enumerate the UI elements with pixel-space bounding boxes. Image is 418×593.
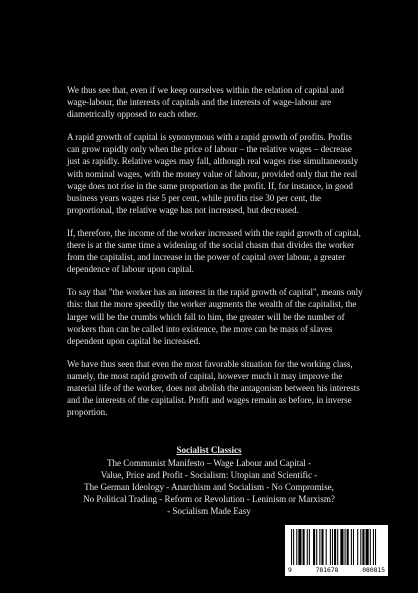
series-line-1: The Communist Manifesto – Wage Labour and Capital - — [106, 458, 312, 469]
series-title: Socialist Classics — [176, 445, 242, 455]
barcode-bar — [375, 529, 376, 565]
paragraph-4: To say that "the worker has an interest in the rapid growth of capital", means only this: that the more speedily the worker augments the wealth of the capitalist, the larger will be the crumbs which fall to him, the greater will be the number of workers than can be called into existence, the more can be mass of slaves dependent upon capital be increased. — [67, 287, 363, 346]
barcode-bar — [293, 529, 294, 565]
barcode-bar — [296, 529, 297, 565]
barcode-bar — [303, 529, 305, 565]
paragraph-3: If, therefore, the income of the worker increased with the rapid growth of capital, there is at the same time a widening of the social chasm that divides the worker from the capitalist, and increase in the power of capital over labour, a greater dependence of labour upon capital. — [67, 227, 361, 275]
barcode-bar — [298, 529, 301, 565]
barcode-bar — [347, 529, 349, 565]
barcode-bar — [313, 529, 315, 565]
barcode-bar — [362, 529, 364, 565]
barcode-digits — [285, 567, 388, 574]
barcode-bar — [319, 529, 320, 565]
barcode-bar — [309, 529, 310, 565]
barcode-bar — [340, 529, 343, 565]
series-line-5: - Socialism Made Easy — [167, 506, 251, 517]
barcode-bar — [366, 529, 369, 565]
barcode-bar — [326, 529, 327, 565]
barcode-bar — [351, 529, 352, 565]
barcode-bar — [316, 529, 317, 565]
paragraph-1: We thus see that, even if we keep ourselves within the relation of capital and wage-labour, the interests of capitals and the interests of wage-labour are diametrically opposed to each other. — [67, 85, 344, 120]
isbn-barcode — [285, 525, 388, 576]
barcode-bar — [357, 529, 358, 565]
barcode-bar — [360, 529, 361, 565]
barcode-bar — [353, 529, 354, 565]
barcode-bar — [291, 529, 292, 565]
body-text — [67, 84, 363, 429]
barcode-digit-group-3: 080815 — [362, 567, 385, 574]
barcode-bar — [321, 529, 323, 565]
barcode-bar — [330, 529, 331, 565]
series-line-4: No Political Trading - Reform or Revolution - Leninism or Marxism? — [83, 494, 335, 505]
paragraph-5: We have thus seen that even the most favorable situation for the working class, namely, the most rapid growth of capital, however much it may improve the material life of the worker, does not abolish the antagonism between his interests and the interests of the capitalist. Profit and wages remain as before, in inverse proportion. — [67, 358, 360, 418]
barcode-digit-group-1: 9 — [288, 567, 292, 574]
series-line-3: The German Ideology - Anarchism and Socialism - No Compromise, — [84, 482, 334, 493]
barcode-bar — [337, 529, 338, 565]
barcode-bar — [345, 529, 346, 565]
barcode-bar — [334, 529, 336, 565]
barcode-bar — [370, 529, 371, 565]
barcode-bar — [332, 529, 333, 565]
barcode-bar — [373, 529, 374, 565]
series-list — [42, 444, 376, 518]
barcode-digit-group-2: 781678 — [315, 567, 339, 574]
barcode-bars — [285, 525, 388, 567]
barcode-bar — [307, 529, 308, 565]
series-line-2: Value, Price and Profit - Socialism: Utopian and Scientific - — [100, 470, 318, 481]
paragraph-2: A rapid growth of capital is synonymous with a rapid growth of profits. Profits can grow rapidly only when the price of labour – the relative wages – decrease just as rapidly. Relative wages may fall, although real wages rise simultaneously with nominal wages, with the money value of labour, provided only that the real wage does not rise in the same proportion as the profit. If, for instance, in good business years wages rise 5 per cent, while profits rise 30 per cent, the proportional, the relative wage has not increased, but decreased. — [67, 132, 359, 215]
